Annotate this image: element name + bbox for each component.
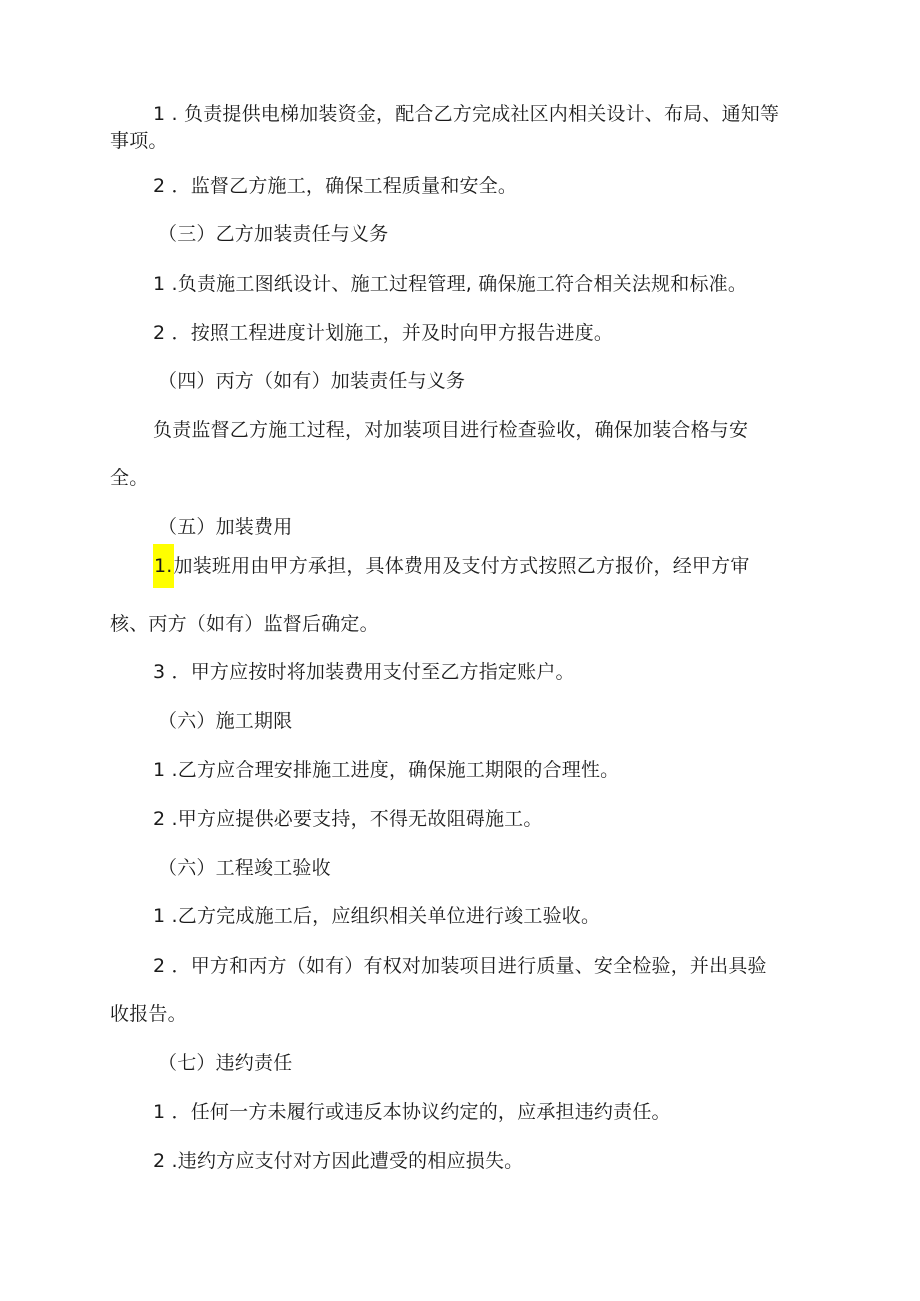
paragraph-10: 1 .乙方完成施工后，应组织相关单位进行竣工验收。 [153,905,601,927]
paragraph-3: 1 .负责施工图纸设计、施工过程管理, 确保施工符合相关法规和标准。 [153,273,748,295]
section-heading-4: （四）丙方（如有）加装责任与义务 [158,370,466,392]
paragraph-11-line-1: 2 ．甲方和丙方（如有）有权对加装项目进行质量、安全检验，并出具验 [153,955,767,977]
paragraph-2: 2 ．监督乙方施工，确保工程质量和安全。 [153,175,518,197]
section-heading-6b: （六）工程竣工验收 [158,857,331,879]
paragraph-6-line-1 [153,544,750,588]
paragraph-9: 2 .甲方应提供必要支持，不得无故阻碍施工。 [153,808,543,830]
paragraph-4: 2 ．按照工程进度计划施工，并及时向甲方报告进度。 [153,322,614,344]
highlighted-number: 1. [153,544,174,588]
paragraph-6-line-2: 核、丙方（如有）监督后确定。 [110,613,379,635]
section-heading-7: （七）违约责任 [158,1052,293,1074]
paragraph-6-text: 加装班用由甲方承担，具体费用及支付方式按照乙方报价，经甲方审 [173,555,750,577]
section-heading-5: （五）加装费用 [158,516,293,538]
paragraph-1-line-1: 1 . 负责提供电梯加装资金，配合乙方完成社区内相关设计、布局、通知等 [153,103,780,125]
paragraph-8: 1 .乙方应合理安排施工进度，确保施工期限的合理性。 [153,759,620,781]
paragraph-5-line-2: 全。 [110,467,149,489]
paragraph-5-line-1: 负责监督乙方施工过程，对加装项目进行检查验收，确保加装合格与安 [153,419,749,441]
section-heading-6a: （六）施工期限 [158,710,293,732]
paragraph-12: 1 ．任何一方未履行或违反本协议约定的，应承担违约责任。 [153,1101,671,1123]
paragraph-1-line-2: 事项。 [110,130,168,152]
section-heading-3: （三）乙方加装责任与义务 [158,223,389,245]
paragraph-11-line-2: 收报告。 [110,1003,187,1025]
paragraph-13: 2 .违约方应支付对方因此遭受的相应损失。 [153,1150,524,1172]
paragraph-7: 3 ．甲方应按时将加装费用支付至乙方指定账户。 [153,661,575,683]
